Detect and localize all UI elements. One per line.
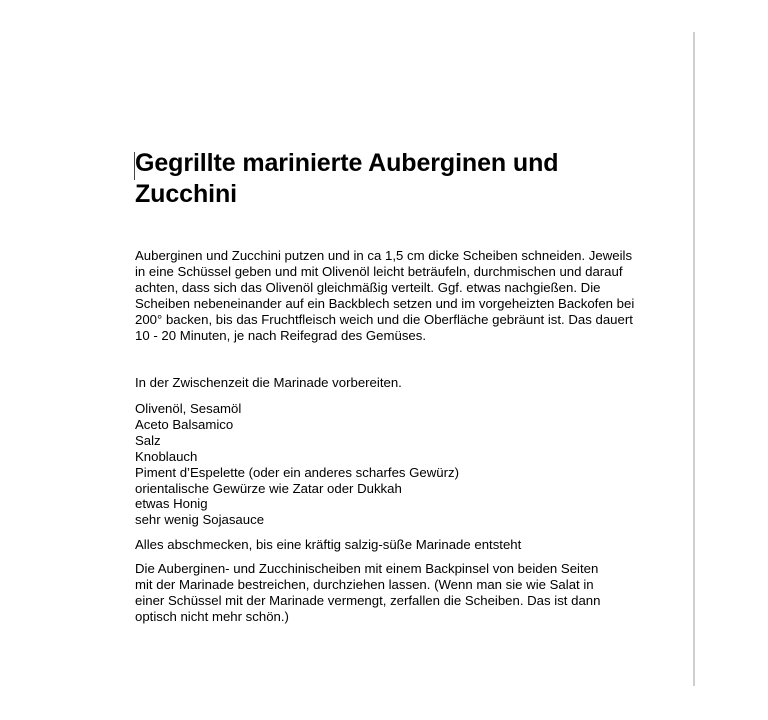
paragraph-taste: Alles abschmecken, bis eine kräftig salzig-süße Marinade entsteht	[135, 537, 522, 552]
ingredient-item: etwas Honig	[135, 496, 208, 512]
ingredient-item: sehr wenig Sojasauce	[135, 512, 265, 528]
paragraph-brush: Die Auberginen- und Zucchinischeiben mit einem Backpinsel von beiden Seiten mit der Marinade bestreichen, durchziehen lassen. (Wenn man sie wie Salat in einer Schüssel mit der Marinade vermengt, zerfallen die Scheiben. Das ist dann optisch nicht mehr schön.)	[135, 561, 601, 624]
page-edge-divider	[693, 32, 695, 686]
paragraph-intro: Auberginen und Zucchini putzen und in ca 1,5 cm dicke Scheiben schneiden. Jeweils in eine Schüssel geben und mit Olivenöl leicht beträufeln, durchmischen und darauf achten, dass sich das Olivenöl gleichmäßig verteilt. Ggf. etwas nachgießen. Die Scheiben nebeneinander auf ein Backblech setzen und im vorgeheizten Backofen bei 200° backen, bis das Fruchtfleisch weich und die Oberfläche gebräunt ist. Das dauert 10 - 20 Minuten, je nach Reifegrad des Gemüses.	[135, 248, 635, 343]
document-title: Gegrillte marinierte Auberginen und Zucchini	[135, 149, 559, 208]
ingredient-item: Aceto Balsamico	[135, 416, 234, 432]
ingredient-item: orientalische Gewürze wie Zatar oder Dukkah	[135, 480, 402, 496]
ingredient-item: Salz	[135, 432, 161, 448]
ingredient-item: Piment d’Espelette (oder ein anderes scharfes Gewürz)	[135, 464, 459, 480]
ingredient-item: Olivenöl, Sesamöl	[135, 401, 242, 416]
ingredient-item: Knoblauch	[135, 448, 198, 464]
paragraph-marinade: In der Zwischenzeit die Marinade vorbereiten.	[135, 375, 402, 390]
ingredient-list	[135, 401, 459, 528]
